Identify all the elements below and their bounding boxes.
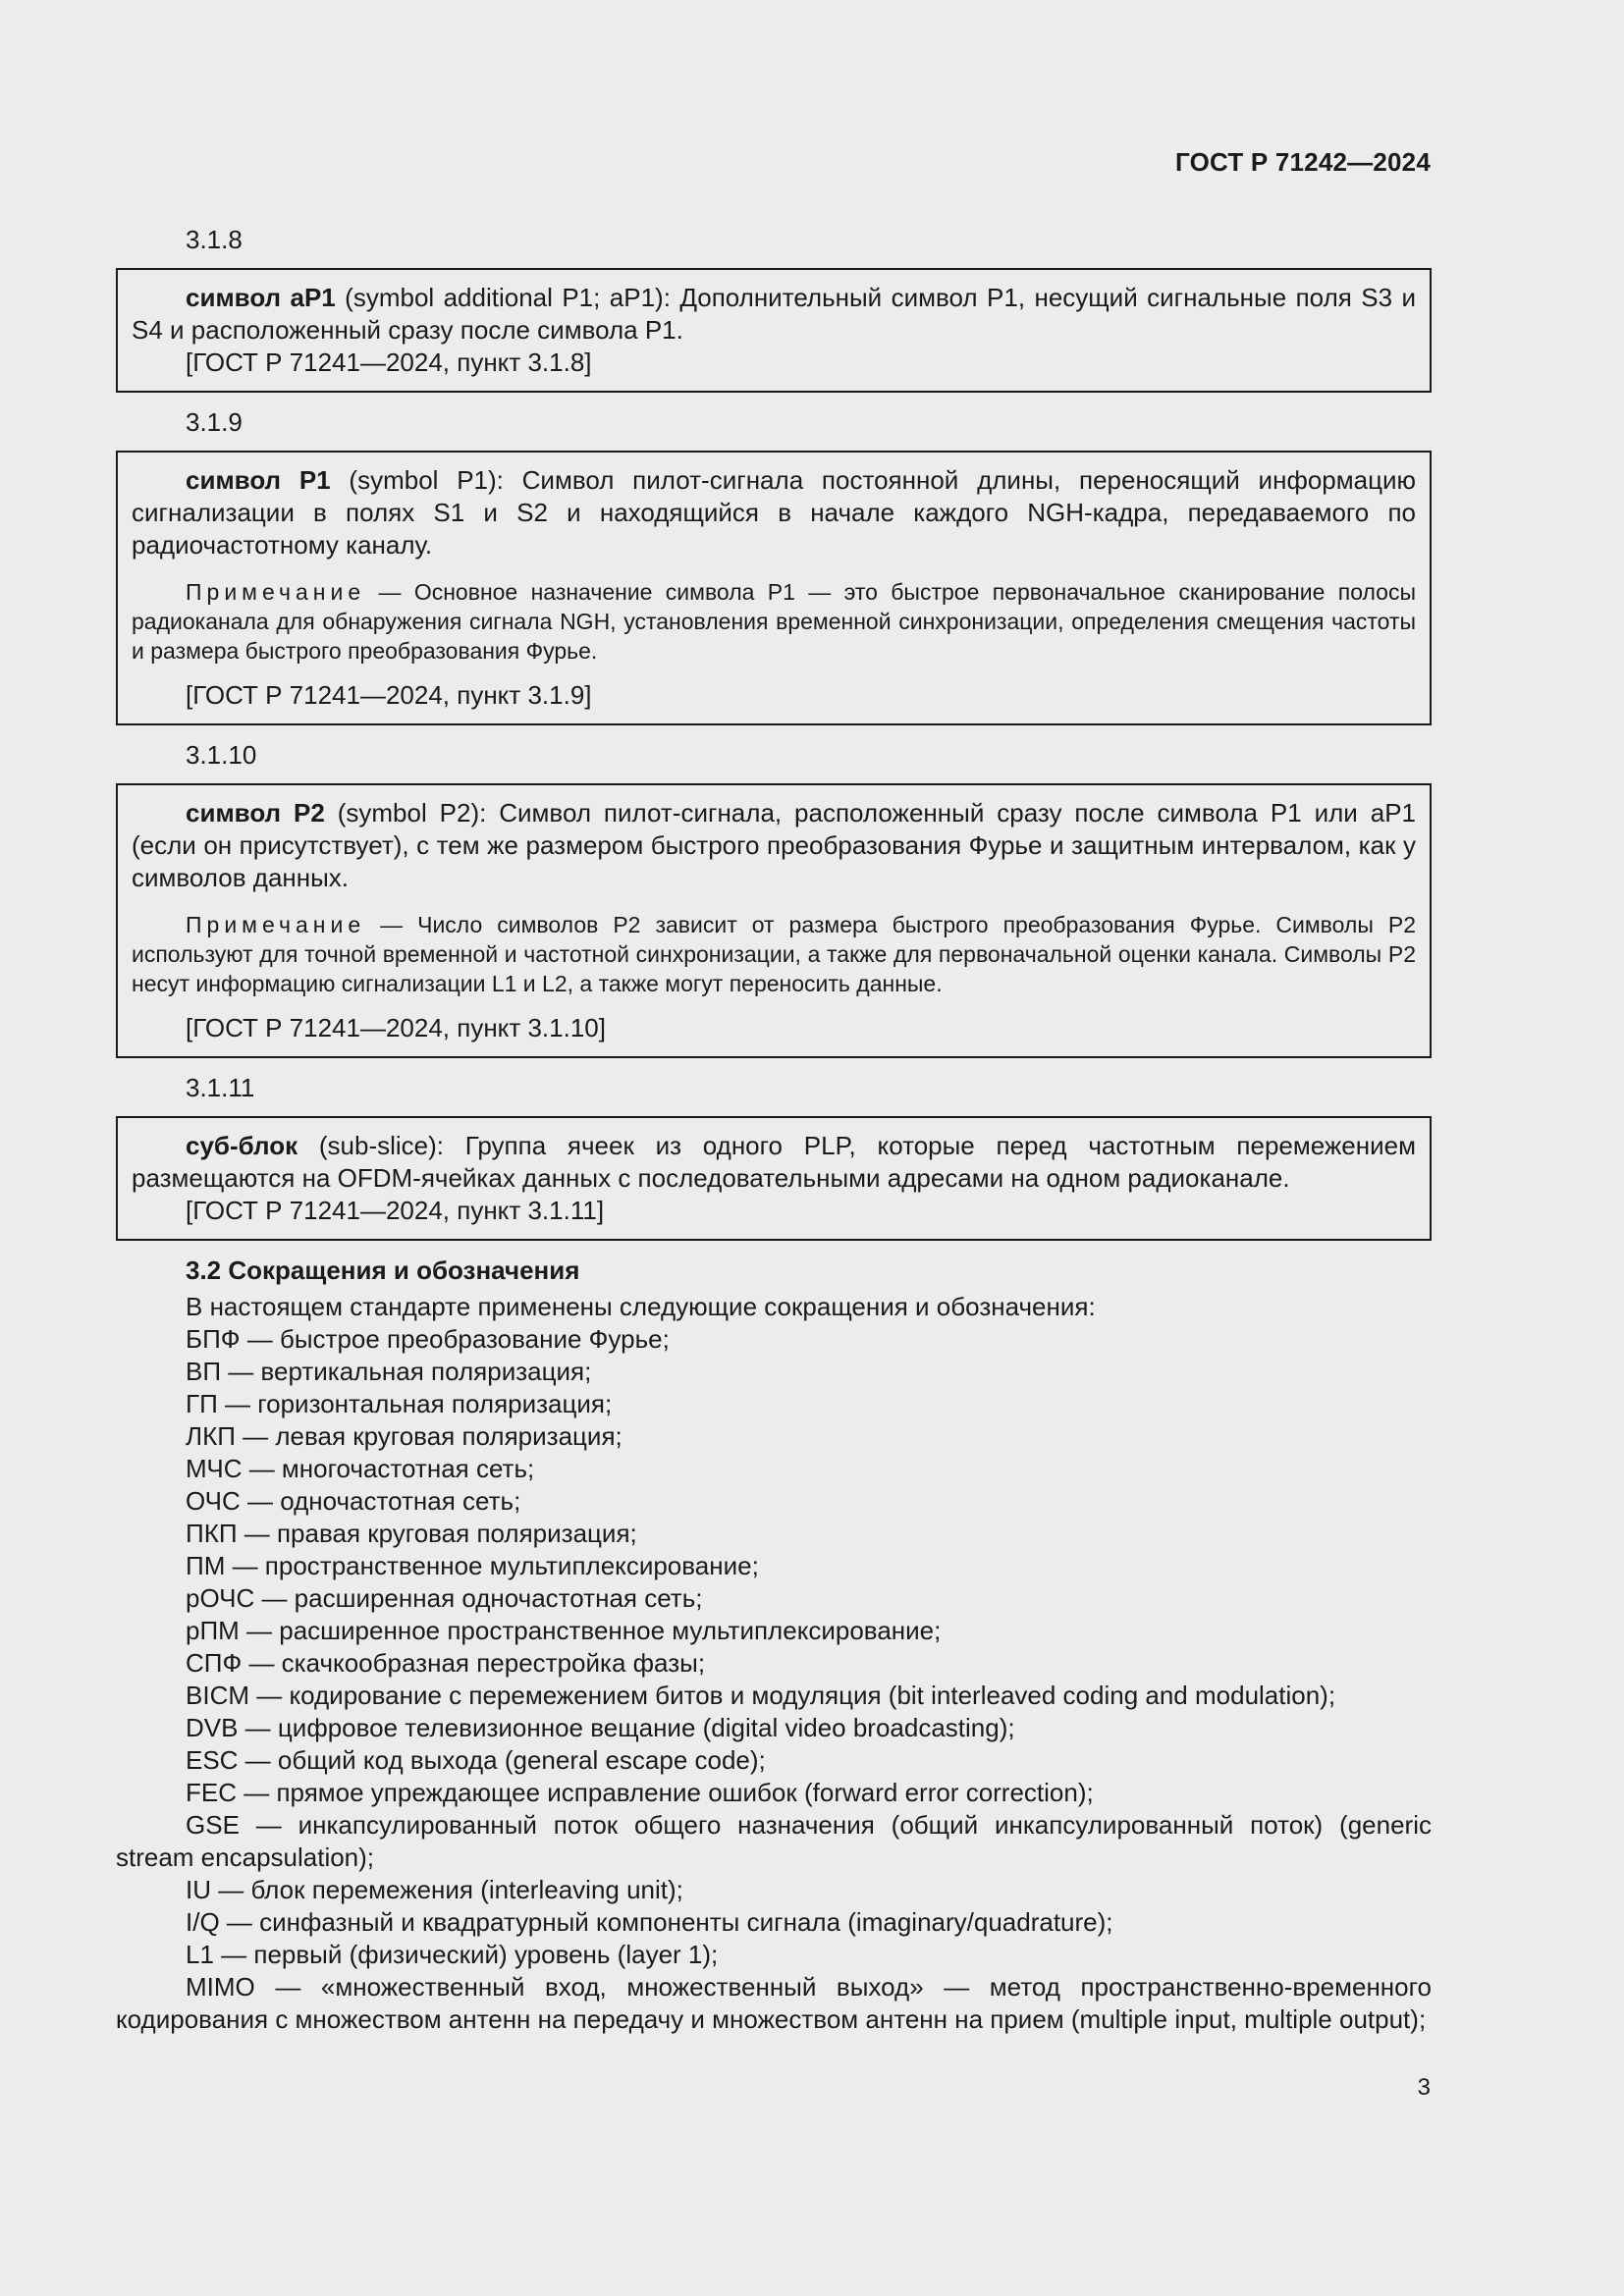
term-definition-box xyxy=(116,451,1432,725)
abbreviation-item: ГП — горизонтальная поляризация; xyxy=(186,1389,613,1418)
page-number: 3 xyxy=(1417,2074,1431,2101)
term-definition xyxy=(132,282,1416,347)
abbreviation-item: ОЧС — одночастотная сеть; xyxy=(186,1486,521,1516)
abbreviation-item: DVB — цифровое телевизионное вещание (digital video broadcasting); xyxy=(186,1713,1015,1742)
abbreviation-item: IU — блок перемежения (interleaving unit); xyxy=(186,1875,683,1904)
abbreviation-item: рПМ — расширенное пространственное мультиплексирование; xyxy=(186,1616,942,1645)
term-definition-text: (symbol P1): Символ пилот-сигнала постоянной длины, переносящий информацию сигнализации в полях S1 и S2 и находящийся в начале каждого NGH-кадра, передаваемого по радиочастотному каналу. xyxy=(132,465,1416,560)
section-intro: В настоящем стандарте применены следующие сокращения и обозначения: xyxy=(186,1292,1096,1321)
abbreviation-item: ЛКП — левая круговая поляризация; xyxy=(186,1421,623,1451)
note-label: Примечание xyxy=(186,912,366,937)
abbreviation-item: L1 — первый (физический) уровень (layer 1); xyxy=(186,1940,719,1969)
section-title: 3.2 Сокращения и обозначения xyxy=(186,1255,580,1285)
term-name: символ P2 xyxy=(186,798,325,828)
term-definition xyxy=(132,464,1416,561)
term-number: 3.1.10 xyxy=(186,740,257,770)
term-definition-text: (symbol additional P1; aP1): Дополнительный символ P1, несущий сигнальные поля S3 и S4 и расположенный сразу после символа P1. xyxy=(132,283,1416,345)
term-definition-box xyxy=(116,268,1432,393)
abbreviation-item: ПКП — правая круговая поляризация; xyxy=(186,1519,637,1548)
note-label: Примечание xyxy=(186,579,366,605)
abbreviation-item: МЧС — многочастотная сеть; xyxy=(186,1454,535,1483)
abbreviation-item: FEC — прямое упреждающее исправление ошибок (forward error correction); xyxy=(186,1778,1094,1807)
abbreviation-item: ВП — вертикальная поляризация; xyxy=(186,1357,592,1386)
abbreviation-item: ESC — общий код выхода (general escape code); xyxy=(186,1745,766,1775)
abbreviation-item: MIMO — «множественный вход, множественный выход» — метод пространственно-временного кодирования с множеством антенн на передачу и множеством антенн на прием (multiple input, multiple output); xyxy=(116,1972,1432,2034)
term-source: [ГОСТ Р 71241—2024, пункт 3.1.10] xyxy=(186,1013,606,1042)
term-source: [ГОСТ Р 71241—2024, пункт 3.1.11] xyxy=(186,1196,605,1225)
abbreviation-item: СПФ — скачкообразная перестройка фазы; xyxy=(186,1648,706,1678)
note-text: — Число символов P2 зависит от размера быстрого преобразования Фурье. Символы P2 используют для точной временной и частотной синхронизации, а также для первоначальной оценки канала. Символы P2 несут информацию сигнализации L1 и L2, а также могут переносить данные. xyxy=(132,912,1416,996)
document-body xyxy=(116,224,1432,2036)
note-text: — Основное назначение символа P1 — это быстрое первоначальное сканирование полосы радиоканала для обнаружения сигнала NGH, установления временной синхронизации, определения смещения частоты и размера быстрого преобразования Фурье. xyxy=(132,579,1416,664)
term-number: 3.1.9 xyxy=(186,407,243,437)
term-source: [ГОСТ Р 71241—2024, пункт 3.1.9] xyxy=(186,680,592,710)
abbreviation-item: BICM — кодирование с перемежением битов и модуляция (bit interleaved coding and modulation); xyxy=(186,1681,1336,1710)
abbreviation-list xyxy=(116,1323,1432,2036)
term-definition-text: (sub-slice): Группа ячеек из одного PLP, которые перед частотным перемежением размещаются на OFDM-ячейках данных с последовательными адресами на одном радиоканале. xyxy=(132,1131,1416,1193)
term-definition-box xyxy=(116,1116,1432,1241)
term-note xyxy=(132,577,1416,666)
term-note xyxy=(132,910,1416,998)
term-number: 3.1.11 xyxy=(186,1073,255,1102)
term-name: символ P1 xyxy=(186,465,331,495)
term-definition-text: (symbol P2): Символ пилот-сигнала, расположенный сразу после символа P1 или aP1 (если он присутствует), с тем же размером быстрого преобразования Фурье и защитным интервалом, как у символов данных. xyxy=(132,798,1417,892)
term-source: [ГОСТ Р 71241—2024, пункт 3.1.8] xyxy=(186,347,592,377)
abbreviation-item: БПФ — быстрое преобразование Фурье; xyxy=(186,1324,670,1354)
term-definition xyxy=(132,797,1416,894)
abbreviation-item: рОЧС — расширенная одночастотная сеть; xyxy=(186,1583,703,1613)
abbreviation-item: ПМ — пространственное мультиплексирование; xyxy=(186,1551,759,1580)
term-number: 3.1.8 xyxy=(186,225,243,254)
term-name: суб-блок xyxy=(186,1131,298,1160)
term-name: символ aP1 xyxy=(186,283,336,312)
term-definition xyxy=(132,1130,1416,1195)
document-header: ГОСТ Р 71242—2024 xyxy=(1175,147,1431,177)
abbreviation-item: I/Q — синфазный и квадратурный компоненты сигнала (imaginary/quadrature); xyxy=(186,1907,1113,1937)
term-definition-box xyxy=(116,783,1432,1058)
abbreviation-item: GSE — инкапсулированный поток общего назначения (общий инкапсулированный поток) (generic stream encapsulation); xyxy=(116,1810,1432,1872)
